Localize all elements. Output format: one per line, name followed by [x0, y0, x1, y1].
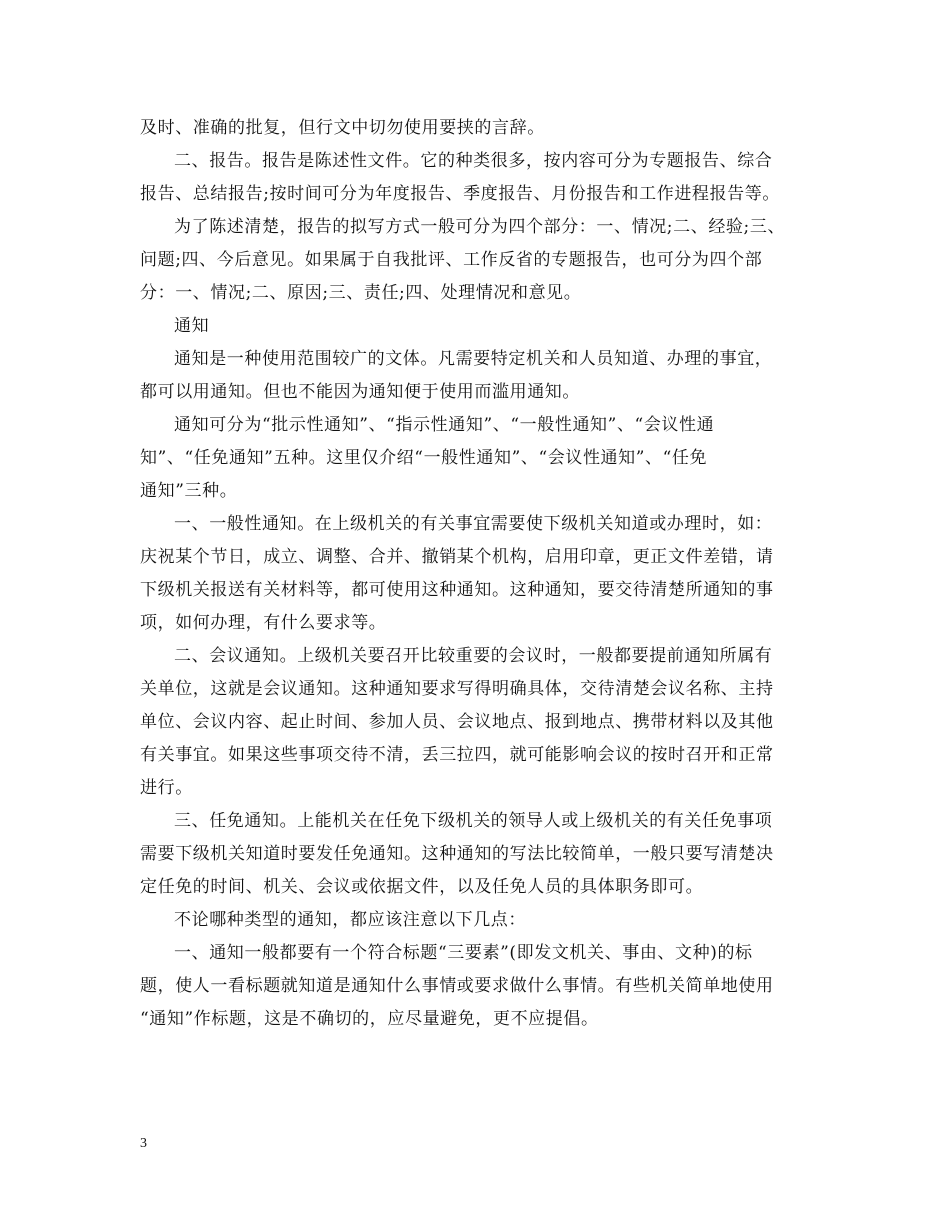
paragraph-line: 通知是一种使用范围较广的文体。凡需要特定机关和人员知道、办理的事宜，	[174, 349, 773, 369]
page-number: 3	[140, 1136, 147, 1151]
paragraph-line: 庆祝某个节日，成立、调整、合并、撤销某个机构，启用印章，更正文件差错，请	[140, 547, 774, 567]
document-body	[140, 112, 812, 1036]
paragraph-line: 分：一、情况;二、原因;三、责任;四、处理情况和意见。	[140, 283, 582, 303]
paragraph	[140, 145, 812, 211]
paragraph-line: 不论哪种类型的通知，都应该注意以下几点：	[174, 910, 526, 930]
paragraph	[140, 640, 812, 805]
paragraph-line: “通知”作标题，这是不确切的，应尽量避免，更不应提倡。	[140, 1009, 599, 1029]
paragraph-line: 一、通知一般都要有一个符合标题“三要素”(即发文机关、事由、文种)的标	[174, 943, 753, 963]
paragraph-line: 项，如何办理，有什么要求等。	[140, 613, 387, 633]
paragraph	[140, 112, 812, 145]
paragraph-line: 三、任免通知。上能机关在任免下级机关的领导人或上级机关的有关任免事项	[174, 811, 773, 831]
paragraph	[140, 904, 812, 937]
paragraph	[140, 310, 812, 343]
paragraph-line: 通知”三种。	[140, 481, 238, 501]
paragraph-line: 关单位，这就是会议通知。这种通知要求写得明确具体，交待清楚会议名称、主持	[140, 679, 774, 699]
paragraph-line: 二、会议通知。上级机关要召开比较重要的会议时，一般都要提前通知所属有	[174, 646, 773, 666]
paragraph-line: 通知	[174, 316, 210, 336]
paragraph-line: 及时、准确的批复，但行文中切勿使用要挟的言辞。	[140, 118, 545, 138]
paragraph	[140, 508, 812, 640]
paragraph	[140, 409, 812, 508]
paragraph-line: 都可以用通知。但也不能因为通知便于使用而滥用通知。	[140, 382, 580, 402]
paragraph-line: 报告、总结报告;按时间可分为年度报告、季度报告、月份报告和工作进程报告等。	[140, 184, 780, 204]
paragraph-line: 定任免的时间、机关、会议或依据文件，以及任免人员的具体职务即可。	[140, 877, 704, 897]
paragraph-line: 需要下级机关知道时要发任免通知。这种通知的写法比较简单，一般只要写清楚决	[140, 844, 774, 864]
paragraph	[140, 343, 812, 409]
paragraph-line: 进行。	[140, 778, 193, 798]
paragraph-line: 为了陈述清楚，报告的拟写方式一般可分为四个部分：一、情况;二、经验;三、	[174, 217, 786, 237]
paragraph-line: 单位、会议内容、起止时间、参加人员、会议地点、报到地点、携带材料以及其他	[140, 712, 774, 732]
paragraph-line: 下级机关报送有关材料等，都可使用这种通知。这种通知，要交待清楚所通知的事	[140, 580, 774, 600]
paragraph-line: 一、一般性通知。在上级机关的有关事宜需要使下级机关知道或办理时，如：	[174, 514, 773, 534]
paragraph	[140, 211, 812, 310]
paragraph-line: 题，使人一看标题就知道是通知什么事情或要求做什么事情。有些机关简单地使用	[140, 976, 774, 996]
paragraph-line: 知”、“任免通知”五种。这里仅介绍“一般性通知”、“会议性通知”、“任免	[140, 448, 708, 468]
paragraph	[140, 937, 812, 1036]
paragraph-line: 问题;四、今后意见。如果属于自我批评、工作反省的专题报告，也可分为四个部	[140, 250, 763, 270]
paragraph-line: 有关事宜。如果这些事项交待不清，丢三拉四，就可能影响会议的按时召开和正常	[140, 745, 774, 765]
paragraph-line: 通知可分为“批示性通知”、“指示性通知”、“一般性通知”、“会议性通	[174, 415, 715, 435]
paragraph-line: 二、报告。报告是陈述性文件。它的种类很多，按内容可分为专题报告、综合	[174, 151, 773, 171]
paragraph	[140, 805, 812, 904]
